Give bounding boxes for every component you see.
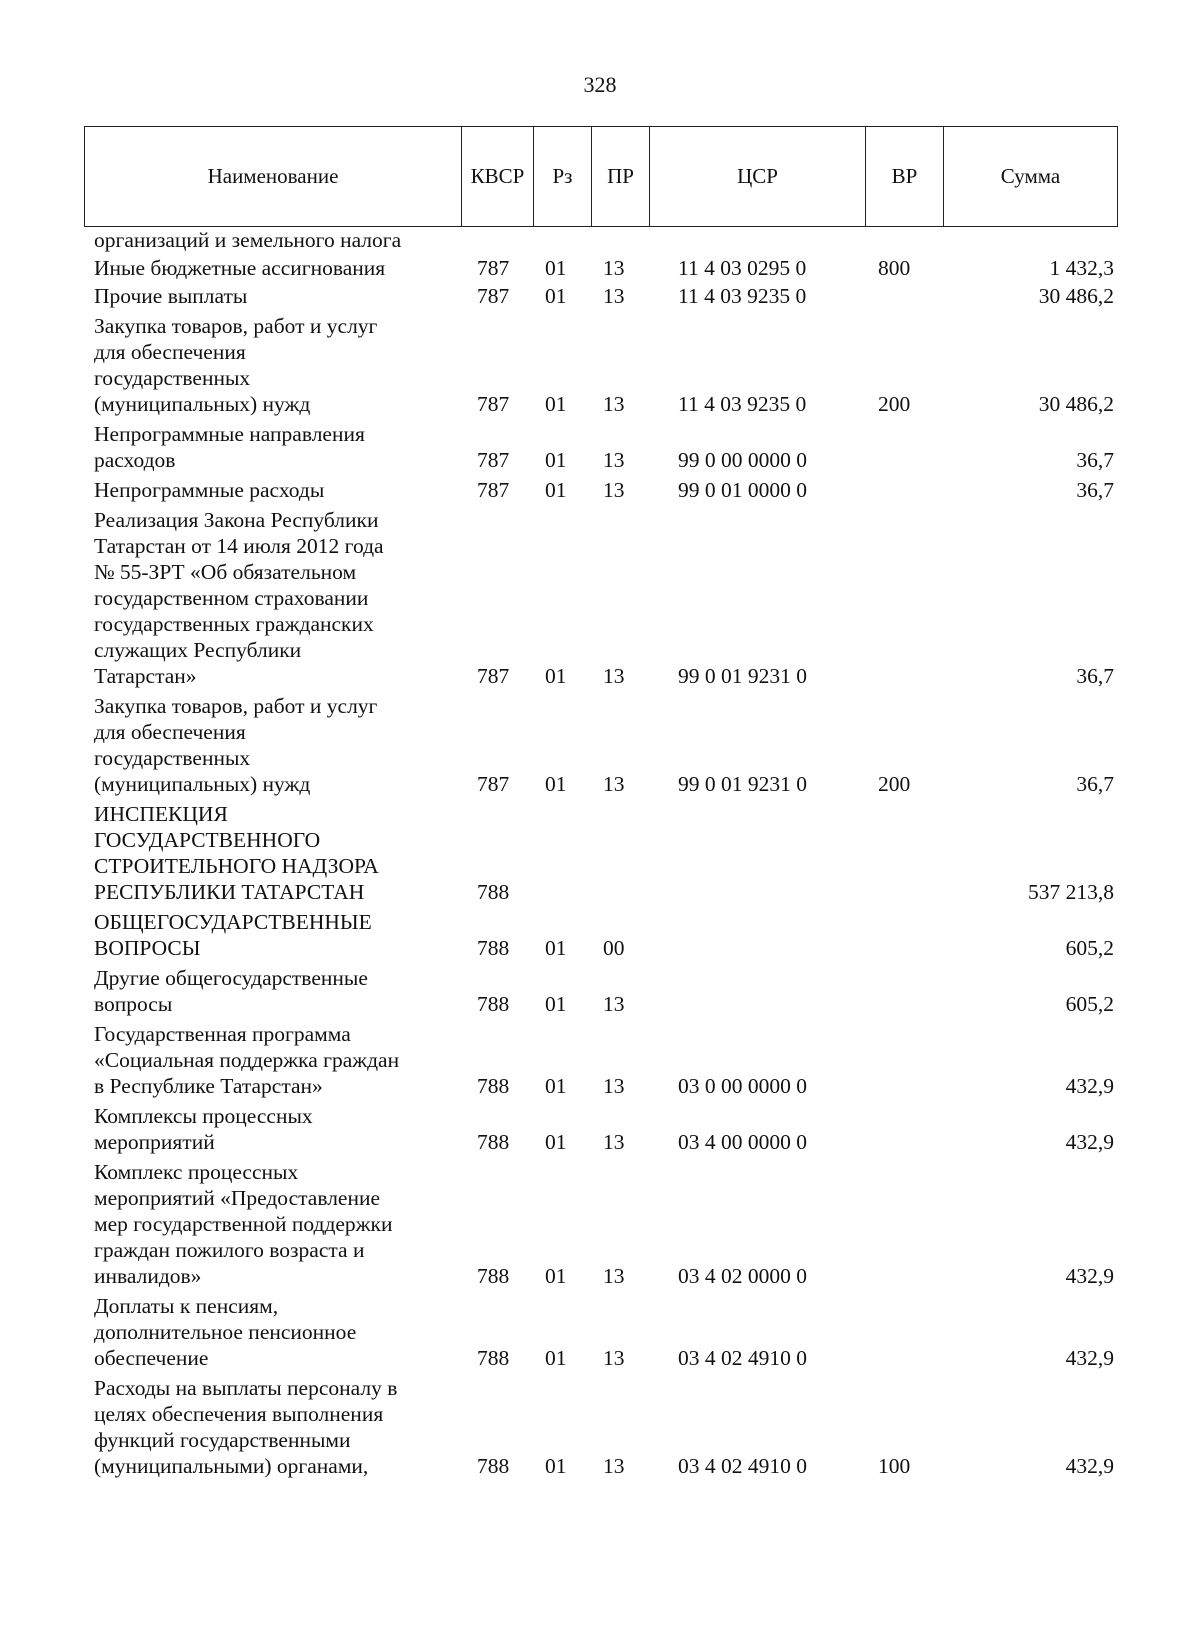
- row-kvsr: 787: [477, 478, 510, 502]
- row-pr: 13: [603, 1130, 625, 1154]
- row-sum: 36,7: [1076, 664, 1114, 688]
- row-pr: 13: [603, 1454, 625, 1478]
- row-name: Реализация Закона Республики Татарстан от 14 июля 2012 года № 55-ЗРТ «Об обязательном государственном страховании государственных гражданских служащих Республики Татарстан»: [94, 508, 384, 688]
- header-sum: Сумма: [944, 127, 1118, 227]
- row-sum: 432,9: [1065, 1264, 1114, 1288]
- table-row: [0, 693, 1200, 797]
- row-sum: 432,9: [1065, 1074, 1114, 1098]
- row-sum: 30 486,2: [1038, 284, 1114, 308]
- row-vr: 200: [878, 772, 911, 796]
- row-kvsr: 788: [477, 936, 510, 960]
- row-vr: 200: [878, 392, 911, 416]
- row-kvsr: 788: [477, 1130, 510, 1154]
- row-csr: 11 4 03 9235 0: [678, 392, 807, 416]
- row-rz: 01: [545, 1454, 567, 1478]
- row-csr: 03 0 00 0000 0: [678, 1074, 807, 1098]
- table-row: [0, 909, 1200, 961]
- row-kvsr: 787: [477, 392, 510, 416]
- header-name: Наименование: [85, 127, 462, 227]
- row-name: организаций и земельного налога: [94, 228, 402, 252]
- page-number: 328: [583, 72, 617, 97]
- row-kvsr: 788: [477, 1074, 510, 1098]
- row-pr: 13: [603, 448, 625, 472]
- row-csr: 99 0 00 0000 0: [678, 448, 807, 472]
- row-sum: 432,9: [1065, 1346, 1114, 1370]
- row-name: ОБЩЕГОСУДАРСТВЕННЫЕ ВОПРОСЫ: [94, 910, 372, 960]
- row-rz: 01: [545, 392, 567, 416]
- table-row: [0, 1293, 1200, 1371]
- row-pr: 13: [603, 1346, 625, 1370]
- row-pr: 13: [603, 1074, 625, 1098]
- row-name: Прочие выплаты: [94, 284, 248, 308]
- row-kvsr: 788: [477, 1264, 510, 1288]
- row-name: Непрограммные расходы: [94, 478, 325, 502]
- row-csr: 99 0 01 9231 0: [678, 772, 807, 796]
- row-csr: 03 4 00 0000 0: [678, 1130, 807, 1154]
- row-sum: 537 213,8: [1028, 880, 1114, 904]
- row-rz: 01: [545, 772, 567, 796]
- table-row: [0, 313, 1200, 417]
- row-csr: 99 0 01 9231 0: [678, 664, 807, 688]
- row-sum: 36,7: [1076, 448, 1114, 472]
- table-row: [0, 1021, 1200, 1099]
- row-pr: 13: [603, 478, 625, 502]
- row-pr: 13: [603, 664, 625, 688]
- table-row: [0, 1103, 1200, 1155]
- row-vr: 100: [878, 1454, 911, 1478]
- row-csr: 99 0 01 0000 0: [678, 478, 807, 502]
- row-rz: 01: [545, 664, 567, 688]
- row-csr: 11 4 03 0295 0: [678, 256, 807, 280]
- row-name: Доплаты к пенсиям, дополнительное пенсионное обеспечение: [94, 1294, 357, 1370]
- row-rz: 01: [545, 478, 567, 502]
- table-row: [0, 507, 1200, 689]
- row-csr: 03 4 02 4910 0: [678, 1454, 807, 1478]
- row-pr: 13: [603, 992, 625, 1016]
- row-sum: 1 432,3: [1049, 256, 1114, 280]
- row-rz: 01: [545, 448, 567, 472]
- row-sum: 432,9: [1065, 1454, 1114, 1478]
- row-name: Государственная программа «Социальная поддержка граждан в Республике Татарстан»: [94, 1022, 400, 1098]
- row-rz: 01: [545, 1074, 567, 1098]
- table-row: [0, 227, 1200, 253]
- row-pr: 00: [603, 936, 625, 960]
- row-name: Комплексы процессных мероприятий: [94, 1104, 313, 1154]
- header-rz: Рз: [534, 127, 592, 227]
- table-row: [0, 1159, 1200, 1289]
- row-sum: 605,2: [1065, 992, 1114, 1016]
- row-kvsr: 787: [477, 448, 510, 472]
- row-name: Закупка товаров, работ и услуг для обеспечения государственных (муниципальных) нужд: [94, 694, 378, 796]
- table-row: [0, 421, 1200, 473]
- row-name: Закупка товаров, работ и услуг для обеспечения государственных (муниципальных) нужд: [94, 314, 378, 416]
- table-row: [0, 1375, 1200, 1479]
- header-pr: ПР: [592, 127, 650, 227]
- row-pr: 13: [603, 256, 625, 280]
- row-rz: 01: [545, 1264, 567, 1288]
- row-kvsr: 787: [477, 664, 510, 688]
- table-header: [84, 126, 1118, 227]
- row-sum: 605,2: [1065, 936, 1114, 960]
- row-pr: 13: [603, 1264, 625, 1288]
- row-sum: 30 486,2: [1038, 392, 1114, 416]
- row-rz: 01: [545, 284, 567, 308]
- row-kvsr: 788: [477, 1346, 510, 1370]
- row-kvsr: 787: [477, 284, 510, 308]
- row-sum: 432,9: [1065, 1130, 1114, 1154]
- row-sum: 36,7: [1076, 772, 1114, 796]
- row-pr: 13: [603, 284, 625, 308]
- row-csr: 03 4 02 0000 0: [678, 1264, 807, 1288]
- row-name: Непрограммные направления расходов: [94, 422, 365, 472]
- row-rz: 01: [545, 1130, 567, 1154]
- row-name: Другие общегосударственные вопросы: [94, 966, 368, 1016]
- row-name: Расходы на выплаты персоналу в целях обеспечения выполнения функций государственными (муниципальными) органами,: [94, 1376, 398, 1478]
- row-name: ИНСПЕКЦИЯ ГОСУДАРСТВЕННОГО СТРОИТЕЛЬНОГО НАДЗОРА РЕСПУБЛИКИ ТАТАРСТАН: [94, 802, 379, 904]
- row-kvsr: 788: [477, 992, 510, 1016]
- table-row: [0, 477, 1200, 503]
- table-row: [0, 255, 1200, 281]
- row-name: Комплекс процессных мероприятий «Предоставление мер государственной поддержки граждан пожилого возраста и инвалидов»: [94, 1160, 393, 1288]
- table-row: [0, 283, 1200, 309]
- header-csr: ЦСР: [650, 127, 866, 227]
- row-rz: 01: [545, 256, 567, 280]
- header-vr: ВР: [866, 127, 944, 227]
- row-vr: 800: [878, 256, 911, 280]
- row-rz: 01: [545, 936, 567, 960]
- row-rz: 01: [545, 992, 567, 1016]
- row-pr: 13: [603, 772, 625, 796]
- table-body: [0, 227, 1200, 1483]
- row-csr: 03 4 02 4910 0: [678, 1346, 807, 1370]
- row-pr: 13: [603, 392, 625, 416]
- row-sum: 36,7: [1076, 478, 1114, 502]
- table-row: [0, 965, 1200, 1017]
- row-kvsr: 787: [477, 772, 510, 796]
- row-rz: 01: [545, 1346, 567, 1370]
- row-csr: 11 4 03 9235 0: [678, 284, 807, 308]
- table-row: [0, 801, 1200, 905]
- row-kvsr: 787: [477, 256, 510, 280]
- header-kvsr: КВСР: [462, 127, 534, 227]
- row-kvsr: 788: [477, 880, 510, 904]
- row-kvsr: 788: [477, 1454, 510, 1478]
- row-name: Иные бюджетные ассигнования: [94, 256, 386, 280]
